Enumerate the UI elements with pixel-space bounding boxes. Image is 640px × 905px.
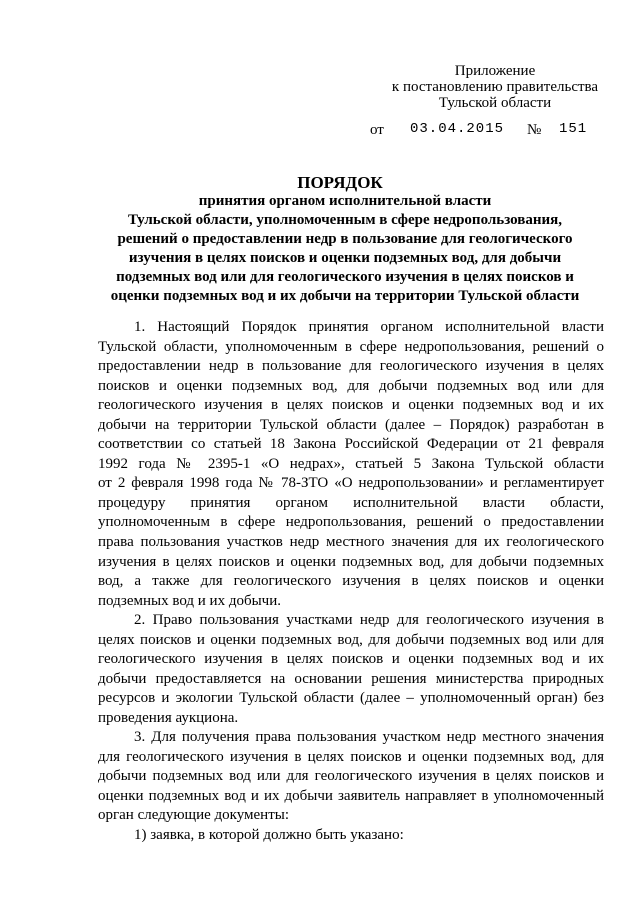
appendix-line: к постановлению правительства: [391, 79, 599, 95]
paragraph-line: проведения аукциона.: [98, 709, 239, 726]
paragraph-line: добычи на территории Тульской области (далее – Порядок) разработан в: [98, 416, 604, 433]
appendix-title: Приложение: [454, 63, 536, 79]
paragraph-line: вод, а также для геологического изучения в целях поисков и оценки: [98, 573, 604, 590]
paragraph-line: предоставлении недр в пользование для геологического изучения в целях: [98, 358, 604, 375]
paragraph-line: изучения в целях поисков и оценки подземных вод, для добычи подземных: [98, 553, 604, 570]
document-number: 151: [559, 121, 588, 137]
paragraph-line: добычи подземных вод или для геологического изучения в целях поисков и: [98, 768, 604, 785]
paragraph-line: уполномоченным в сфере недропользования, решений о предоставлении: [98, 514, 604, 531]
paragraph-3: [98, 728, 604, 826]
paragraph-1: [98, 318, 604, 611]
paragraph-line: процедуру принятия органом исполнительной власти области,: [98, 494, 604, 511]
paragraph-line: 1) заявка, в которой должно быть указано:: [134, 827, 404, 843]
paragraph-line: Тульской области, уполномоченным в сфере недропользования, решений о: [98, 338, 604, 355]
document-date: 03.04.2015: [410, 121, 505, 137]
list-item-1: [98, 826, 604, 846]
date-from-label: от: [370, 122, 384, 138]
paragraph-line: соответствии со статьей 18 Закона Российской Федерации от 21 февраля: [98, 436, 604, 453]
paragraph-line: 2. Право пользования участками недр для геологического изучения в: [134, 612, 604, 628]
paragraph-line: оценки подземных вод и их добычи заявитель направляет в уполномоченный: [98, 787, 604, 804]
appendix-line: Тульской области: [438, 95, 552, 111]
paragraph-line: подземных вод и их добычи.: [98, 592, 281, 609]
document-subtitle: [95, 192, 595, 306]
paragraph-line: геологического изучения в целях поисков и оценки подземных вод и их: [98, 651, 604, 668]
paragraph-line: целях поисков и оценки подземных вод, для добычи подземных вод или для: [98, 631, 604, 648]
subtitle-line: подземных вод или для геологического изучения в целях поисков и: [116, 269, 574, 285]
paragraph-line: поисков и оценки подземных вод, для добычи подземных вод или для: [98, 377, 604, 394]
document-title: ПОРЯДОК: [297, 173, 383, 192]
subtitle-line: изучения в целях поисков и оценки подземных вод, для добычи: [128, 250, 562, 266]
appendix-block: [360, 63, 630, 111]
paragraph-line: орган следующие документы:: [98, 807, 290, 824]
number-sign: №: [527, 122, 542, 138]
subtitle-line: принятия органом исполнительной власти: [198, 193, 492, 209]
paragraph-line: права пользования участков недр местного значения для их геологического: [98, 534, 604, 551]
paragraph-line: 3. Для получения права пользования участком недр местного значения: [134, 729, 604, 745]
paragraph-line: геологического изучения в целях поисков и оценки подземных вод и их: [98, 397, 604, 414]
paragraph-line: добычи предоставляется на основании решения министерства природных: [98, 670, 604, 687]
paragraph-line: для геологического изучения в целях поисков и оценки подземных вод, для: [98, 748, 604, 765]
subtitle-line: решений о предоставлении недр в пользование для геологического: [117, 231, 573, 247]
paragraph-line: 1992 года № 2395-1 «О недрах», статьей 5 Закона Тульской области: [98, 455, 604, 472]
paragraph-line: ресурсов и экологии Тульской области (далее – уполномоченный орган) без: [98, 690, 604, 707]
subtitle-line: Тульской области, уполномоченным в сфере недропользования,: [127, 212, 563, 228]
paragraph-line: от 2 февраля 1998 года № 78-ЗТО «О недропользовании» и регламентирует: [98, 475, 604, 492]
paragraph-2: [98, 611, 604, 728]
paragraph-line: 1. Настоящий Порядок принятия органом исполнительной власти: [134, 319, 604, 335]
subtitle-line: оценки подземных вод и их добычи на территории Тульской области: [110, 288, 580, 304]
